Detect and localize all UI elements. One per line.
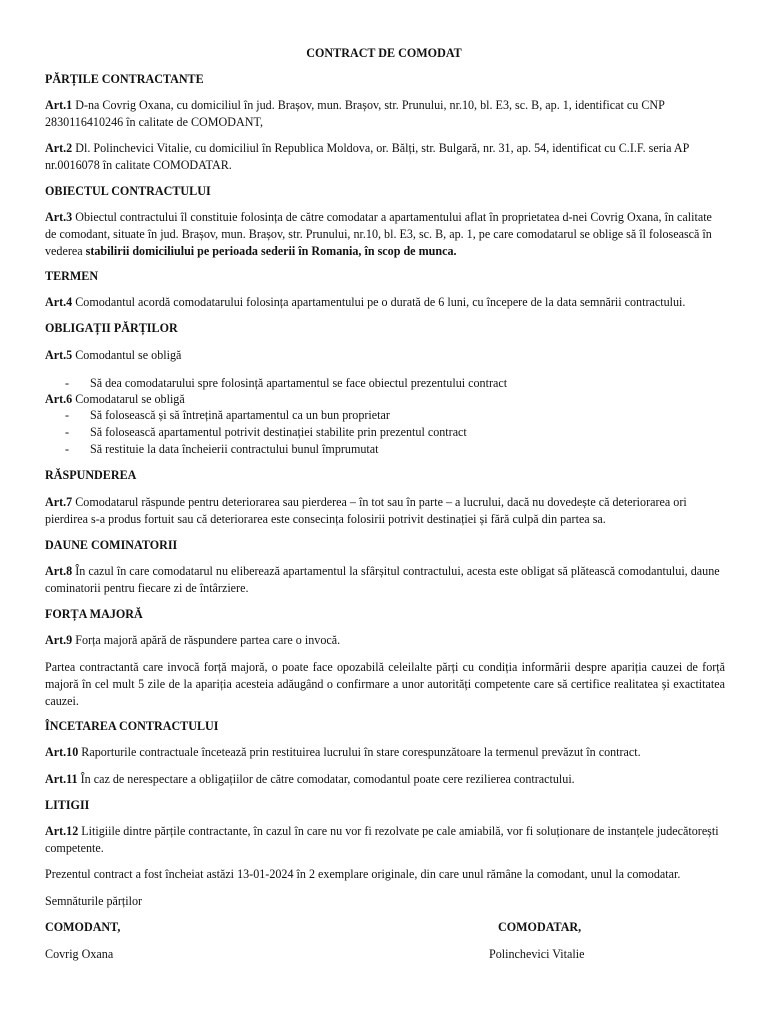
article-text: Comodantul acordă comodatarului folosința apartamentului pe o durată de 6 luni, cu începere de la data semnării contractului. [72,295,686,309]
article-label: Art.10 [45,745,79,759]
article-text: Dl. Polinchevici Vitalie, cu domiciliul în Republica Moldova, or. Bălți, str. Bulgară, nr. 31, ap. 54, identificat cu C.I.F. seria AP nr.0016078 în calitate COMODATAR. [45,141,689,172]
comodatar-role: COMODATAR, [498,920,582,934]
article-9 [45,632,725,649]
article-label: Art.1 [45,98,73,112]
article-4 [45,294,725,311]
section-heading-daune: DAUNE COMINATORII [45,538,178,552]
article-1 [45,97,725,131]
section-heading-obligatii: OBLIGAȚII PĂRȚILOR [45,321,178,335]
article-5 [45,347,725,364]
article-text: Comodantul se obligă [72,348,182,362]
article-11 [45,771,725,788]
list-dash: - [65,376,70,390]
article-text: Comodatarul se obligă [72,392,185,406]
section-heading-forta: FORȚA MAJORĂ [45,607,143,621]
article-label: Art.8 [45,564,73,578]
article-label: Art.9 [45,633,73,647]
article-text: În caz de nerespectare a obligațiilor de către comodatar, comodantul poate cere rezilierea contractului. [77,772,575,786]
section-heading-obiect: OBIECTUL CONTRACTULUI [45,184,211,198]
article-label: Art.6 [45,392,73,406]
article-text: Forța majoră apără de răspundere partea care o invocă. [72,633,341,647]
comodatar-name: Polinchevici Vitalie [489,947,585,961]
section-heading-raspundere: RĂSPUNDEREA [45,468,137,482]
closing-paragraph: Prezentul contract a fost încheiat astăzi 13-01-2024 în 2 exemplare originale, din care unul rămâne la comodant, unul la comodatar. [45,867,681,881]
article-text: În cazul în care comodatarul nu eliberează apartamentul la sfârșitul contractului, acesta este obligat să plătească comodantului, daune cominatorii pentru fiecare zi de întârziere. [45,564,720,595]
document-title: CONTRACT DE COMODAT [306,46,462,60]
list-dash: - [65,442,70,456]
section-heading-parti: PĂRȚILE CONTRACTANTE [45,72,204,86]
article-8 [45,563,725,597]
article-3 [45,209,725,260]
list-item-text: Să restituie la data încheierii contractului bunul împrumutat [90,442,379,456]
list-item-text: Să dea comodatarului spre folosință apartamentul se face obiectul prezentului contract [90,376,508,390]
article-text: Litigiile dintre părțile contractante, în cazul în care nu vor fi rezolvate pe cale amiabilă, vor fi soluționare de instanțele judecătorești competente. [45,824,719,855]
article-label: Art.4 [45,295,73,309]
article-label: Art.12 [45,824,79,838]
list-item-text: Să folosească apartamentul potrivit destinației stabilite prin prezentul contract [90,425,467,439]
list-item-text: Să folosească și să întrețină apartamentul ca un bun proprietar [90,408,390,422]
section-heading-litigii: LITIGII [45,798,90,812]
article-text: Obiectul contractului îl constituie folosința de către comodatar a apartamentului aflat în proprietatea d-nei Covrig Oxana, în calitate de comodant, situate în jud. Brașov, mun. Brașov, str. Prunului, nr.10, bl. E3, sc. B, ap. 1, pe care comodatarul se oblige să îl folosească în vederea [45,210,712,258]
article-6 [45,391,725,408]
forta-majora-paragraph: Partea contractantă care invocă forță majoră, o poate face opozabilă celeilalte părți cu condiția informării despre apariția cauzei de forță majoră în cel mult 5 zile de la apariția acesteia adăugând o confirmare a unor autorități competente care să certifice realitatea și exactitatea cauzei. [45,660,725,708]
article-10 [45,744,725,761]
signatures-heading: Semnăturile părților [45,894,143,908]
section-heading-termen: TERMEN [45,269,99,283]
article-text: Comodatarul răspunde pentru deteriorarea sau pierderea – în tot sau în parte – a lucrului, dacă nu dovedește că deteriorarea ori pierdirea s-a produs fortuit sau că deteriorarea este consecința folosirii potrivit destinației și fără culpă din partea sa. [45,495,687,526]
list-dash: - [65,408,70,422]
list-dash: - [65,425,70,439]
article-label: Art.7 [45,495,73,509]
article-bold-text: stabilirii domiciliului pe perioada sederii în Romania, în scop de munca. [85,244,457,258]
article-2 [45,140,725,174]
article-label: Art.3 [45,210,73,224]
article-label: Art.5 [45,348,73,362]
comodant-name: Covrig Oxana [45,947,114,961]
article-label: Art.2 [45,141,73,155]
comodant-role: COMODANT, [45,920,121,934]
article-label: Art.11 [45,772,78,786]
article-text: Raporturile contractuale încetează prin restituirea lucrului în stare corespunzătoare la termenul prevăzut în contract. [78,745,641,759]
section-heading-incetare: ÎNCETAREA CONTRACTULUI [45,719,219,733]
article-7 [45,494,725,528]
article-text: D-na Covrig Oxana, cu domiciliul în jud. Brașov, mun. Brașov, str. Prunului, nr.10, bl. E3, sc. B, ap. 1, identificat cu CNP 2830116410246 în calitate de COMODANT, [45,98,665,129]
article-12 [45,823,725,857]
